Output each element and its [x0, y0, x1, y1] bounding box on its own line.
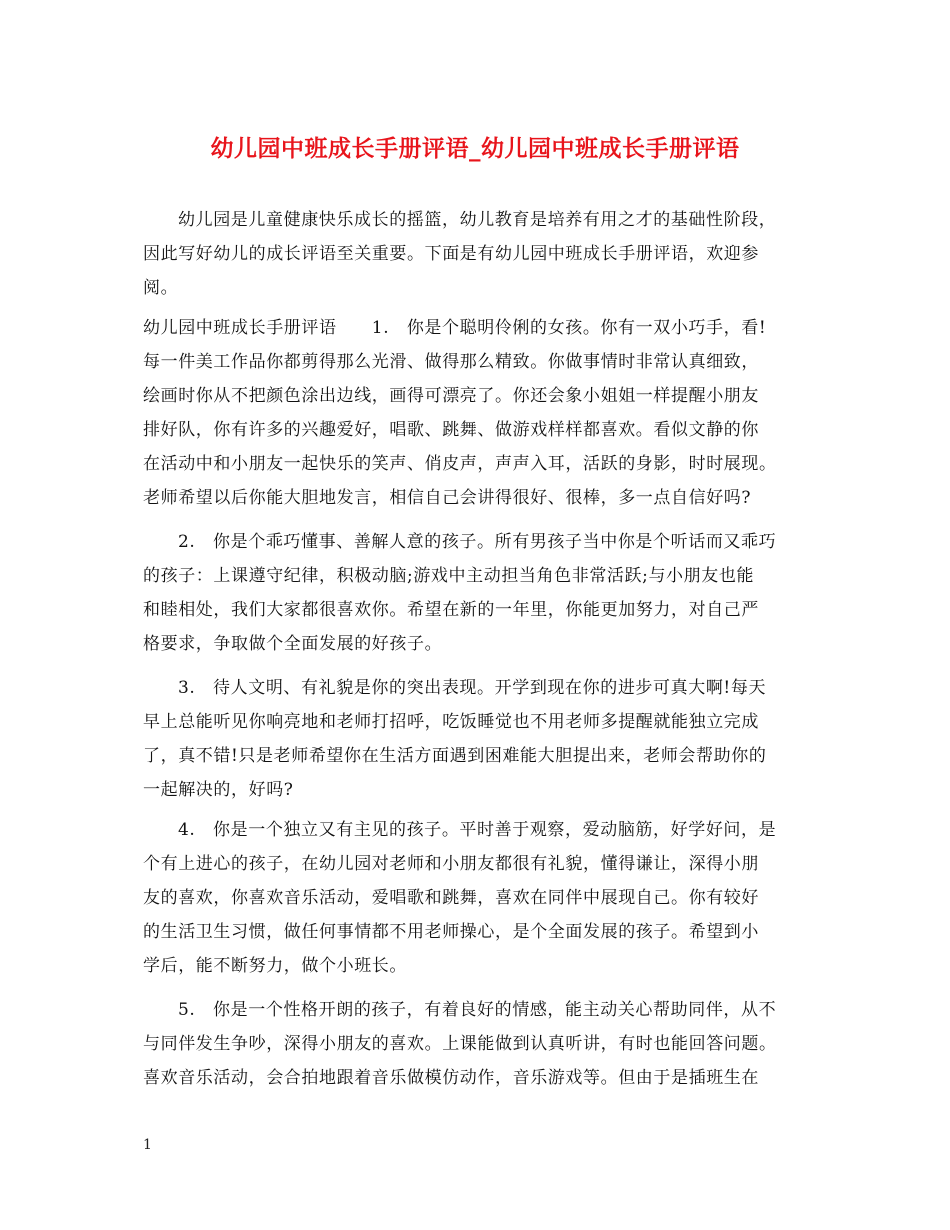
paragraph-line: 幼儿园是儿童健康快乐成长的摇篮，幼儿教育是培养有用之才的基础性阶段， — [178, 210, 777, 230]
document-title: 幼儿园中班成长手册评语_幼儿园中班成长手册评语 — [210, 135, 740, 162]
paragraph-line: 因此写好幼儿的成长评语至关重要。下面是有幼儿园中班成长手册评语，欢迎参 — [143, 244, 759, 264]
paragraph-line: 友的喜欢，你喜欢音乐活动，爱唱歌和跳舞，喜欢在同伴中展现自己。你有较好 — [143, 888, 759, 908]
paragraph-line: 喜欢音乐活动，会合拍地跟着音乐做模仿动作，音乐游戏等。但由于是插班生在 — [143, 1068, 759, 1088]
paragraph-line: 绘画时你从不把颜色涂出边线，画得可漂亮了。你还会象小姐姐一样提醒小朋友 — [143, 386, 759, 406]
paragraph-line: 的生活卫生习惯，做任何事情都不用老师操心，是个全面发展的孩子。希望到小 — [143, 922, 759, 942]
paragraph-line: 老师希望以后你能大胆地发言，相信自己会讲得很好、很棒，多一点自信好吗? — [143, 488, 752, 508]
paragraph-line: 早上总能听见你响亮地和老师打招呼，吃饭睡觉也不用老师多提醒就能独立完成 — [143, 712, 759, 732]
paragraph-line: 幼儿园中班成长手册评语 1. 你是个聪明伶俐的女孩。你有一双小巧手，看! — [143, 318, 767, 338]
paragraph-line: 3. 待人文明、有礼貌是你的突出表现。开学到现在你的进步可真大啊!每天 — [178, 678, 767, 698]
paragraph-line: 格要求，争取做个全面发展的好孩子。 — [143, 634, 443, 654]
paragraph-line: 与同伴发生争吵，深得小朋友的喜欢。上课能做到认真听讲，有时也能回答问题。 — [143, 1034, 777, 1054]
paragraph-line: 5. 你是一个性格开朗的孩子，有着良好的情感，能主动关心帮助同伴，从不 — [178, 1000, 777, 1020]
paragraph-line: 一起解决的，好吗? — [143, 780, 294, 800]
paragraph-line: 学后，能不断努力，做个小班长。 — [143, 956, 407, 976]
paragraph-line: 4. 你是一个独立又有主见的孩子。平时善于观察，爱动脑筋，好学好问，是 — [178, 820, 777, 840]
paragraph-line: 的孩子：上课遵守纪律，积极动脑;游戏中主动担当角色非常活跃;与小朋友也能 — [143, 566, 755, 586]
paragraph-line: 2. 你是个乖巧懂事、善解人意的孩子。所有男孩子当中你是个听话而又乖巧 — [178, 532, 777, 552]
paragraph-line: 了，真不错!只是老师希望你在生活方面遇到困难能大胆提出来，老师会帮助你的 — [143, 746, 767, 766]
paragraph-line: 排好队，你有许多的兴趣爱好，唱歌、跳舞、做游戏样样都喜欢。看似文静的你 — [143, 420, 759, 440]
paragraph-line: 和睦相处，我们大家都很喜欢你。希望在新的一年里，你能更加努力，对自己严 — [143, 600, 759, 620]
paragraph-line: 个有上进心的孩子，在幼儿园对老师和小朋友都很有礼貌，懂得谦让，深得小朋 — [143, 854, 759, 874]
paragraph-line: 每一件美工作品你都剪得那么光滑、做得那么精致。你做事情时非常认真细致， — [143, 352, 759, 372]
paragraph-line: 阅。 — [143, 278, 179, 298]
paragraph-line: 在活动中和小朋友一起快乐的笑声、俏皮声，声声入耳，活跃的身影，时时展现。 — [143, 454, 777, 474]
page-number: 1 — [143, 1137, 152, 1153]
